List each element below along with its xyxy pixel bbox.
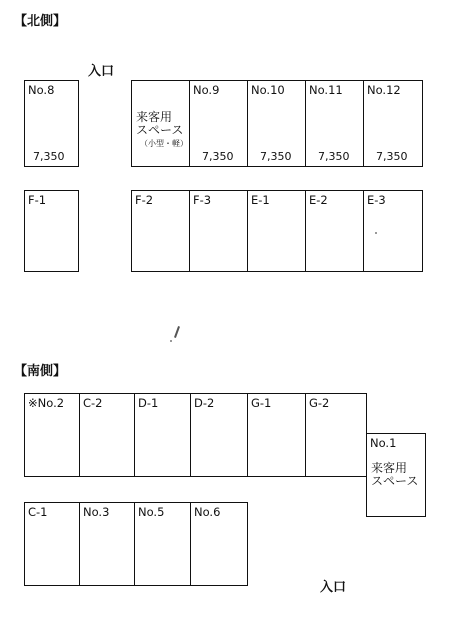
parking-slot-c2[interactable] — [79, 393, 135, 477]
slot-label: F-3 — [193, 193, 212, 207]
parking-slot-f1[interactable] — [24, 190, 79, 272]
slot-price: 7,350 — [376, 150, 408, 163]
parking-slot-no6[interactable] — [190, 502, 248, 586]
parking-slot-no3[interactable] — [79, 502, 135, 586]
parking-slot-e2[interactable] — [305, 190, 364, 272]
slot-label: G-2 — [309, 396, 330, 410]
slot-label: C-2 — [83, 396, 103, 410]
parking-slot-no9[interactable] — [189, 80, 248, 167]
parking-slot-no11[interactable] — [305, 80, 364, 167]
slot-label: C-1 — [28, 505, 48, 519]
slot-label: G-1 — [251, 396, 272, 410]
stray-pen-mark — [174, 326, 180, 338]
slot-price: 7,350 — [260, 150, 292, 163]
slot-price: 7,350 — [318, 150, 350, 163]
slot-label: No.5 — [138, 505, 165, 519]
slot-label: No.6 — [194, 505, 221, 519]
guest-space-label: 来客用 スペース — [371, 461, 419, 488]
stray-dot — [375, 232, 377, 234]
parking-slot-no5[interactable] — [134, 502, 191, 586]
parking-slot-e1[interactable] — [247, 190, 306, 272]
parking-slot-no10[interactable] — [247, 80, 306, 167]
guest-space-note: （小型・軽） — [140, 139, 188, 148]
slot-label: No.10 — [251, 83, 285, 97]
parking-slot-g1[interactable] — [247, 393, 306, 477]
slot-label: No.1 — [370, 436, 397, 450]
south-heading: 【南側】 — [14, 364, 67, 379]
parking-slot-d1[interactable] — [134, 393, 191, 477]
slot-label: E-1 — [251, 193, 270, 207]
parking-slot-no2[interactable] — [24, 393, 80, 477]
parking-slot-no1-guest[interactable] — [366, 433, 426, 517]
parking-slot-no8[interactable] — [24, 80, 79, 167]
slot-label: No.12 — [367, 83, 401, 97]
slot-label: E-2 — [309, 193, 328, 207]
slot-label: No.3 — [83, 505, 110, 519]
slot-label: No.9 — [193, 83, 220, 97]
north-heading: 【北側】 — [14, 14, 67, 29]
parking-slot-guest-north[interactable] — [131, 80, 190, 167]
guest-space-label: 来客用 スペース — [136, 110, 184, 137]
slot-label: F-1 — [28, 193, 47, 207]
slot-label: ※No.2 — [28, 396, 65, 410]
slot-label: F-2 — [135, 193, 154, 207]
stray-dot — [170, 340, 172, 342]
parking-slot-no12[interactable] — [363, 80, 423, 167]
slot-label: No.8 — [28, 83, 55, 97]
slot-label: No.11 — [309, 83, 343, 97]
south-entrance-label: 入口 — [320, 580, 347, 595]
parking-slot-e3[interactable] — [363, 190, 423, 272]
slot-price: 7,350 — [202, 150, 234, 163]
parking-slot-c1[interactable] — [24, 502, 80, 586]
north-entrance-label: 入口 — [88, 64, 115, 79]
slot-label: D-1 — [138, 396, 159, 410]
slot-label: E-3 — [367, 193, 386, 207]
parking-slot-f3[interactable] — [189, 190, 248, 272]
parking-slot-g2[interactable] — [305, 393, 367, 477]
parking-slot-f2[interactable] — [131, 190, 190, 272]
slot-price: 7,350 — [33, 150, 65, 163]
parking-slot-d2[interactable] — [190, 393, 248, 477]
slot-label: D-2 — [194, 396, 215, 410]
